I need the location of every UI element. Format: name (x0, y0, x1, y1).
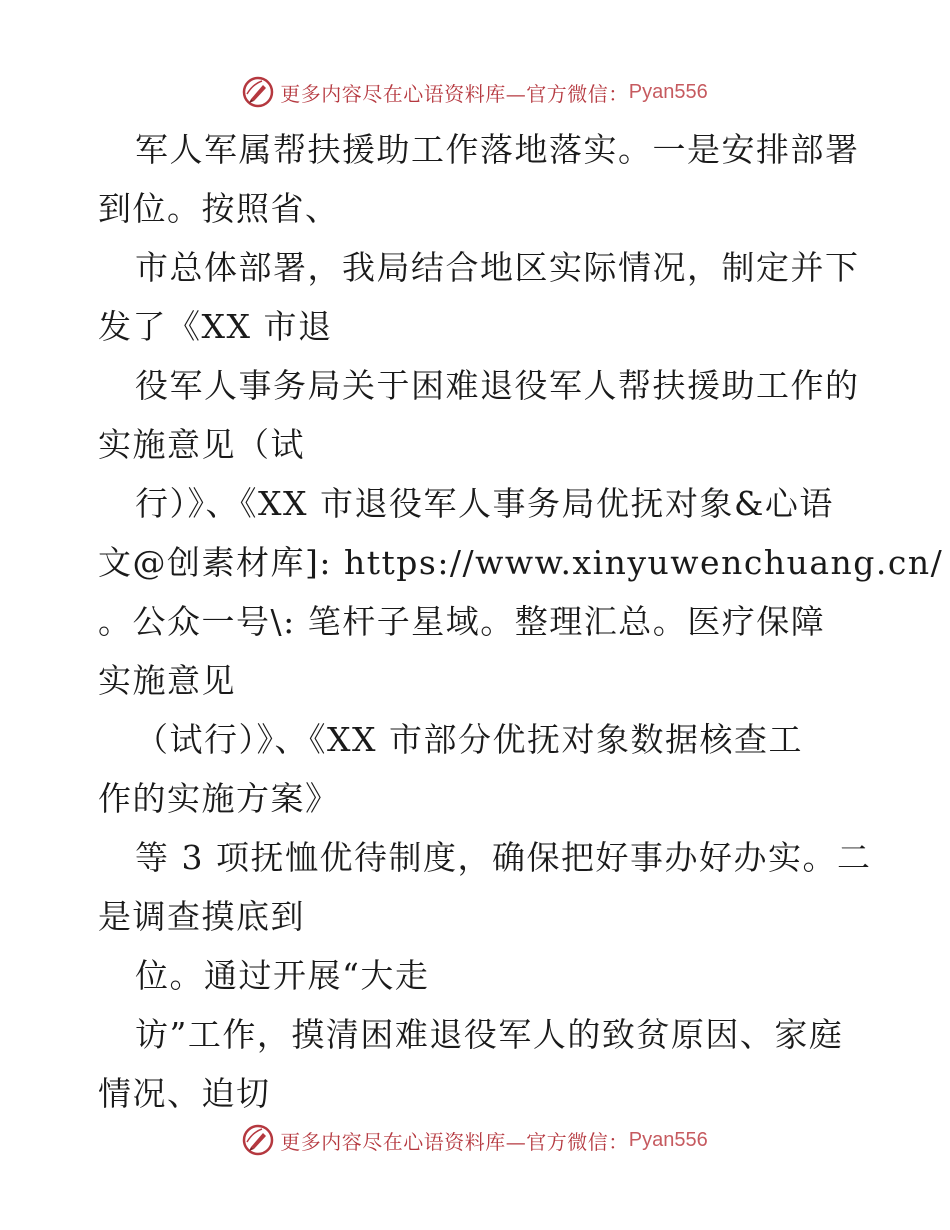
text-line: 市总体部署，我局结合地区实际情况，制定并下 (135, 248, 860, 287)
text-line: 位。通过开展“大走 (135, 956, 430, 995)
text-line: （试行）》、《XX 市部分优抚对象数据核查工 (135, 720, 803, 759)
quill-pen-seal-icon (242, 76, 274, 108)
text-line: 行）》、《XX 市退役军人事务局优抚对象&心语 (135, 484, 834, 523)
text-line: 情况、迫切 (98, 1074, 271, 1113)
header-watermark-handle: Pyan556 (628, 80, 708, 103)
text-line: 役军人事务局关于困难退役军人帮扶援助工作的 (135, 366, 860, 405)
text-line: 到位。按照省、 (98, 189, 340, 228)
text-line-url: 文@创素材库]: https://www.xinyuwenchuang.cn/ (98, 543, 944, 582)
header-watermark-banner (0, 72, 950, 112)
text-line: 军人军属帮扶援助工作落地落实。一是安排部署 (135, 130, 860, 169)
quill-pen-seal-icon (242, 1124, 274, 1156)
header-watermark-text: 更多内容尽在心语资料库—官方微信： (280, 81, 629, 106)
text-line: 发了《XX 市退 (98, 307, 333, 346)
text-line: 访”工作，摸清困难退役军人的致贫原因、家庭 (135, 1015, 844, 1054)
document-body (98, 120, 944, 1123)
text-line: 实施意见（试 (98, 425, 305, 464)
text-line: 是调查摸底到 (98, 897, 305, 936)
text-line: 。公众一号\: 笔杆子星域。整理汇总。医疗保障 (98, 602, 826, 641)
text-line: 实施意见 (98, 661, 236, 700)
text-line: 作的实施方案》 (98, 779, 340, 818)
footer-watermark-banner (0, 1120, 950, 1160)
text-line: 等 3 项抚恤优待制度，确保把好事办好办实。二 (135, 838, 872, 877)
footer-watermark-text: 更多内容尽在心语资料库—官方微信： (280, 1129, 629, 1154)
footer-watermark-handle: Pyan556 (628, 1128, 708, 1151)
